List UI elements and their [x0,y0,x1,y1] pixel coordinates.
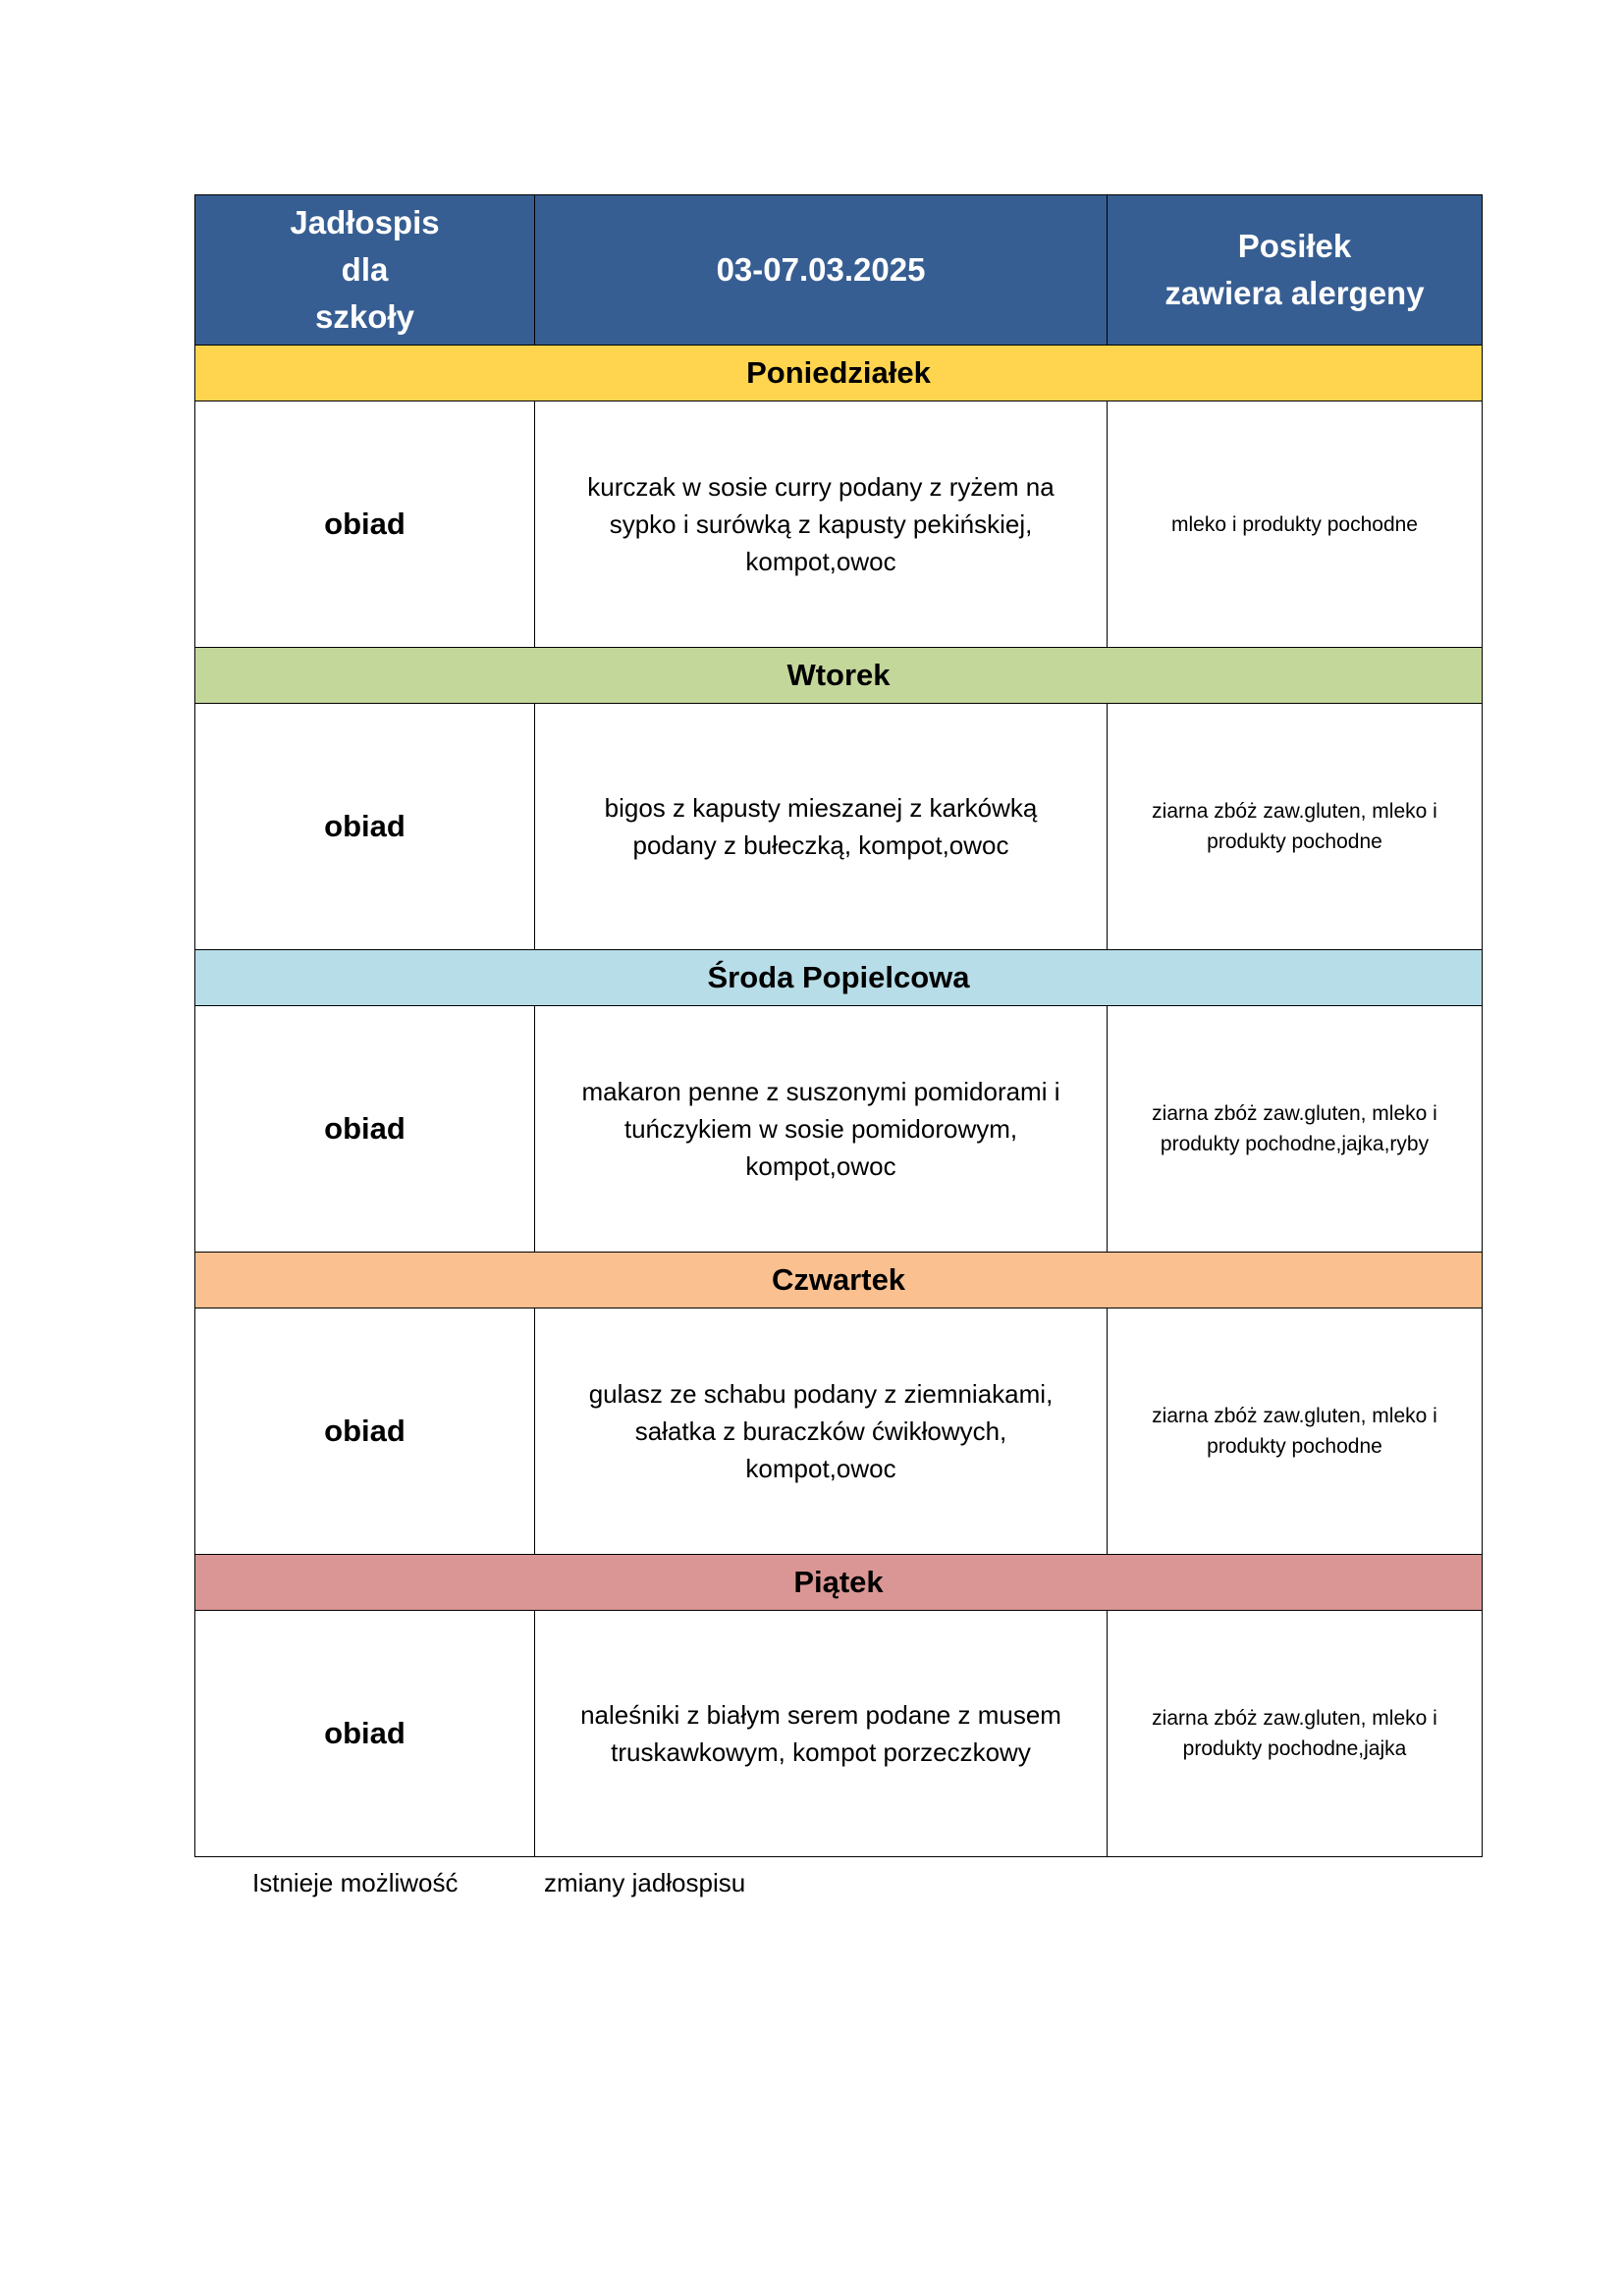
dish-line: gulasz ze schabu podany z ziemniakami, [588,1379,1054,1409]
footnote-part-1: Istnieje możliwość [252,1868,459,1897]
day-header-row [195,1555,1483,1611]
allergen-line: produkty pochodne [1207,830,1382,853]
allergen-info [1108,1006,1483,1253]
day-name: Czwartek [195,1253,1483,1308]
header-date-cell [535,195,1108,346]
allergen-line: mleko i produkty pochodne [1171,512,1418,536]
meal-label: obiad [195,401,535,648]
day-name: Wtorek [195,648,1483,704]
header-date-range: 03-07.03.2025 [716,251,926,288]
dish-description [535,1006,1108,1253]
dish-line: naleśniki z białym serem podane z musem [580,1700,1061,1730]
allergen-line: ziarna zbóż zaw.gluten, mleko i [1152,1707,1437,1730]
allergen-line: produkty pochodne,jajka,ryby [1160,1133,1430,1155]
allergen-info [1108,704,1483,950]
dish-description [535,1611,1108,1857]
day-header-row [195,1253,1483,1308]
meal-label: obiad [195,1308,535,1555]
meal-label: obiad [195,704,535,950]
meal-row [195,1308,1483,1555]
dish-line: truskawkowym, kompot porzeczkowy [611,1737,1031,1767]
meal-row [195,1611,1483,1857]
allergen-line: ziarna zbóż zaw.gluten, mleko i [1152,1405,1437,1427]
allergen-line: produkty pochodne [1207,1435,1382,1458]
dish-description [535,401,1108,648]
allergen-info [1108,1308,1483,1555]
day-header-row [195,346,1483,401]
footnote-part-2: zmiany jadłospisu [544,1868,746,1897]
day-name: Środa Popielcowa [195,950,1483,1006]
dish-line: sałatka z buraczków ćwikłowych, [634,1416,1007,1446]
allergen-info [1108,401,1483,648]
menu-table-body [195,195,1483,1857]
dish-line: makaron penne z suszonymi pomidorami i [581,1077,1060,1106]
header-title-line: Jadłospis [290,204,440,240]
header-title-cell [195,195,535,346]
dish-line: kompot,owoc [745,1151,896,1181]
header-title-line: dla [341,251,389,288]
day-header-row [195,950,1483,1006]
meal-row [195,704,1483,950]
meal-label: obiad [195,1006,535,1253]
allergen-info [1108,1611,1483,1857]
dish-line: tuńczykiem w sosie pomidorowym, [623,1114,1018,1144]
dish-line: kompot,owoc [745,547,896,576]
menu-table [194,194,1483,1857]
allergen-line: ziarna zbóż zaw.gluten, mleko i [1152,800,1437,823]
dish-line: kurczak w sosie curry podany z ryżem na [587,472,1055,502]
allergen-line: ziarna zbóż zaw.gluten, mleko i [1152,1102,1437,1125]
dish-line: kompot,owoc [745,1454,896,1483]
day-name: Piątek [195,1555,1483,1611]
meal-label: obiad [195,1611,535,1857]
day-name: Poniedziałek [195,346,1483,401]
allergen-line: produkty pochodne,jajka [1182,1737,1407,1760]
header-row [195,195,1483,346]
meal-row [195,401,1483,648]
header-allergen-line: Posiłek [1237,228,1352,264]
header-allergen-cell [1108,195,1483,346]
dish-line: bigos z kapusty mieszanej z karkówką [604,793,1038,823]
meal-row [195,1006,1483,1253]
dish-line: podany z bułeczką, kompot,owoc [632,830,1009,860]
day-header-row [195,648,1483,704]
dish-description [535,704,1108,950]
header-title-line: szkoły [315,298,414,335]
header-allergen-line: zawiera alergeny [1164,275,1425,311]
dish-description [535,1308,1108,1555]
dish-line: sypko i surówką z kapusty pekińskiej, [609,509,1033,539]
